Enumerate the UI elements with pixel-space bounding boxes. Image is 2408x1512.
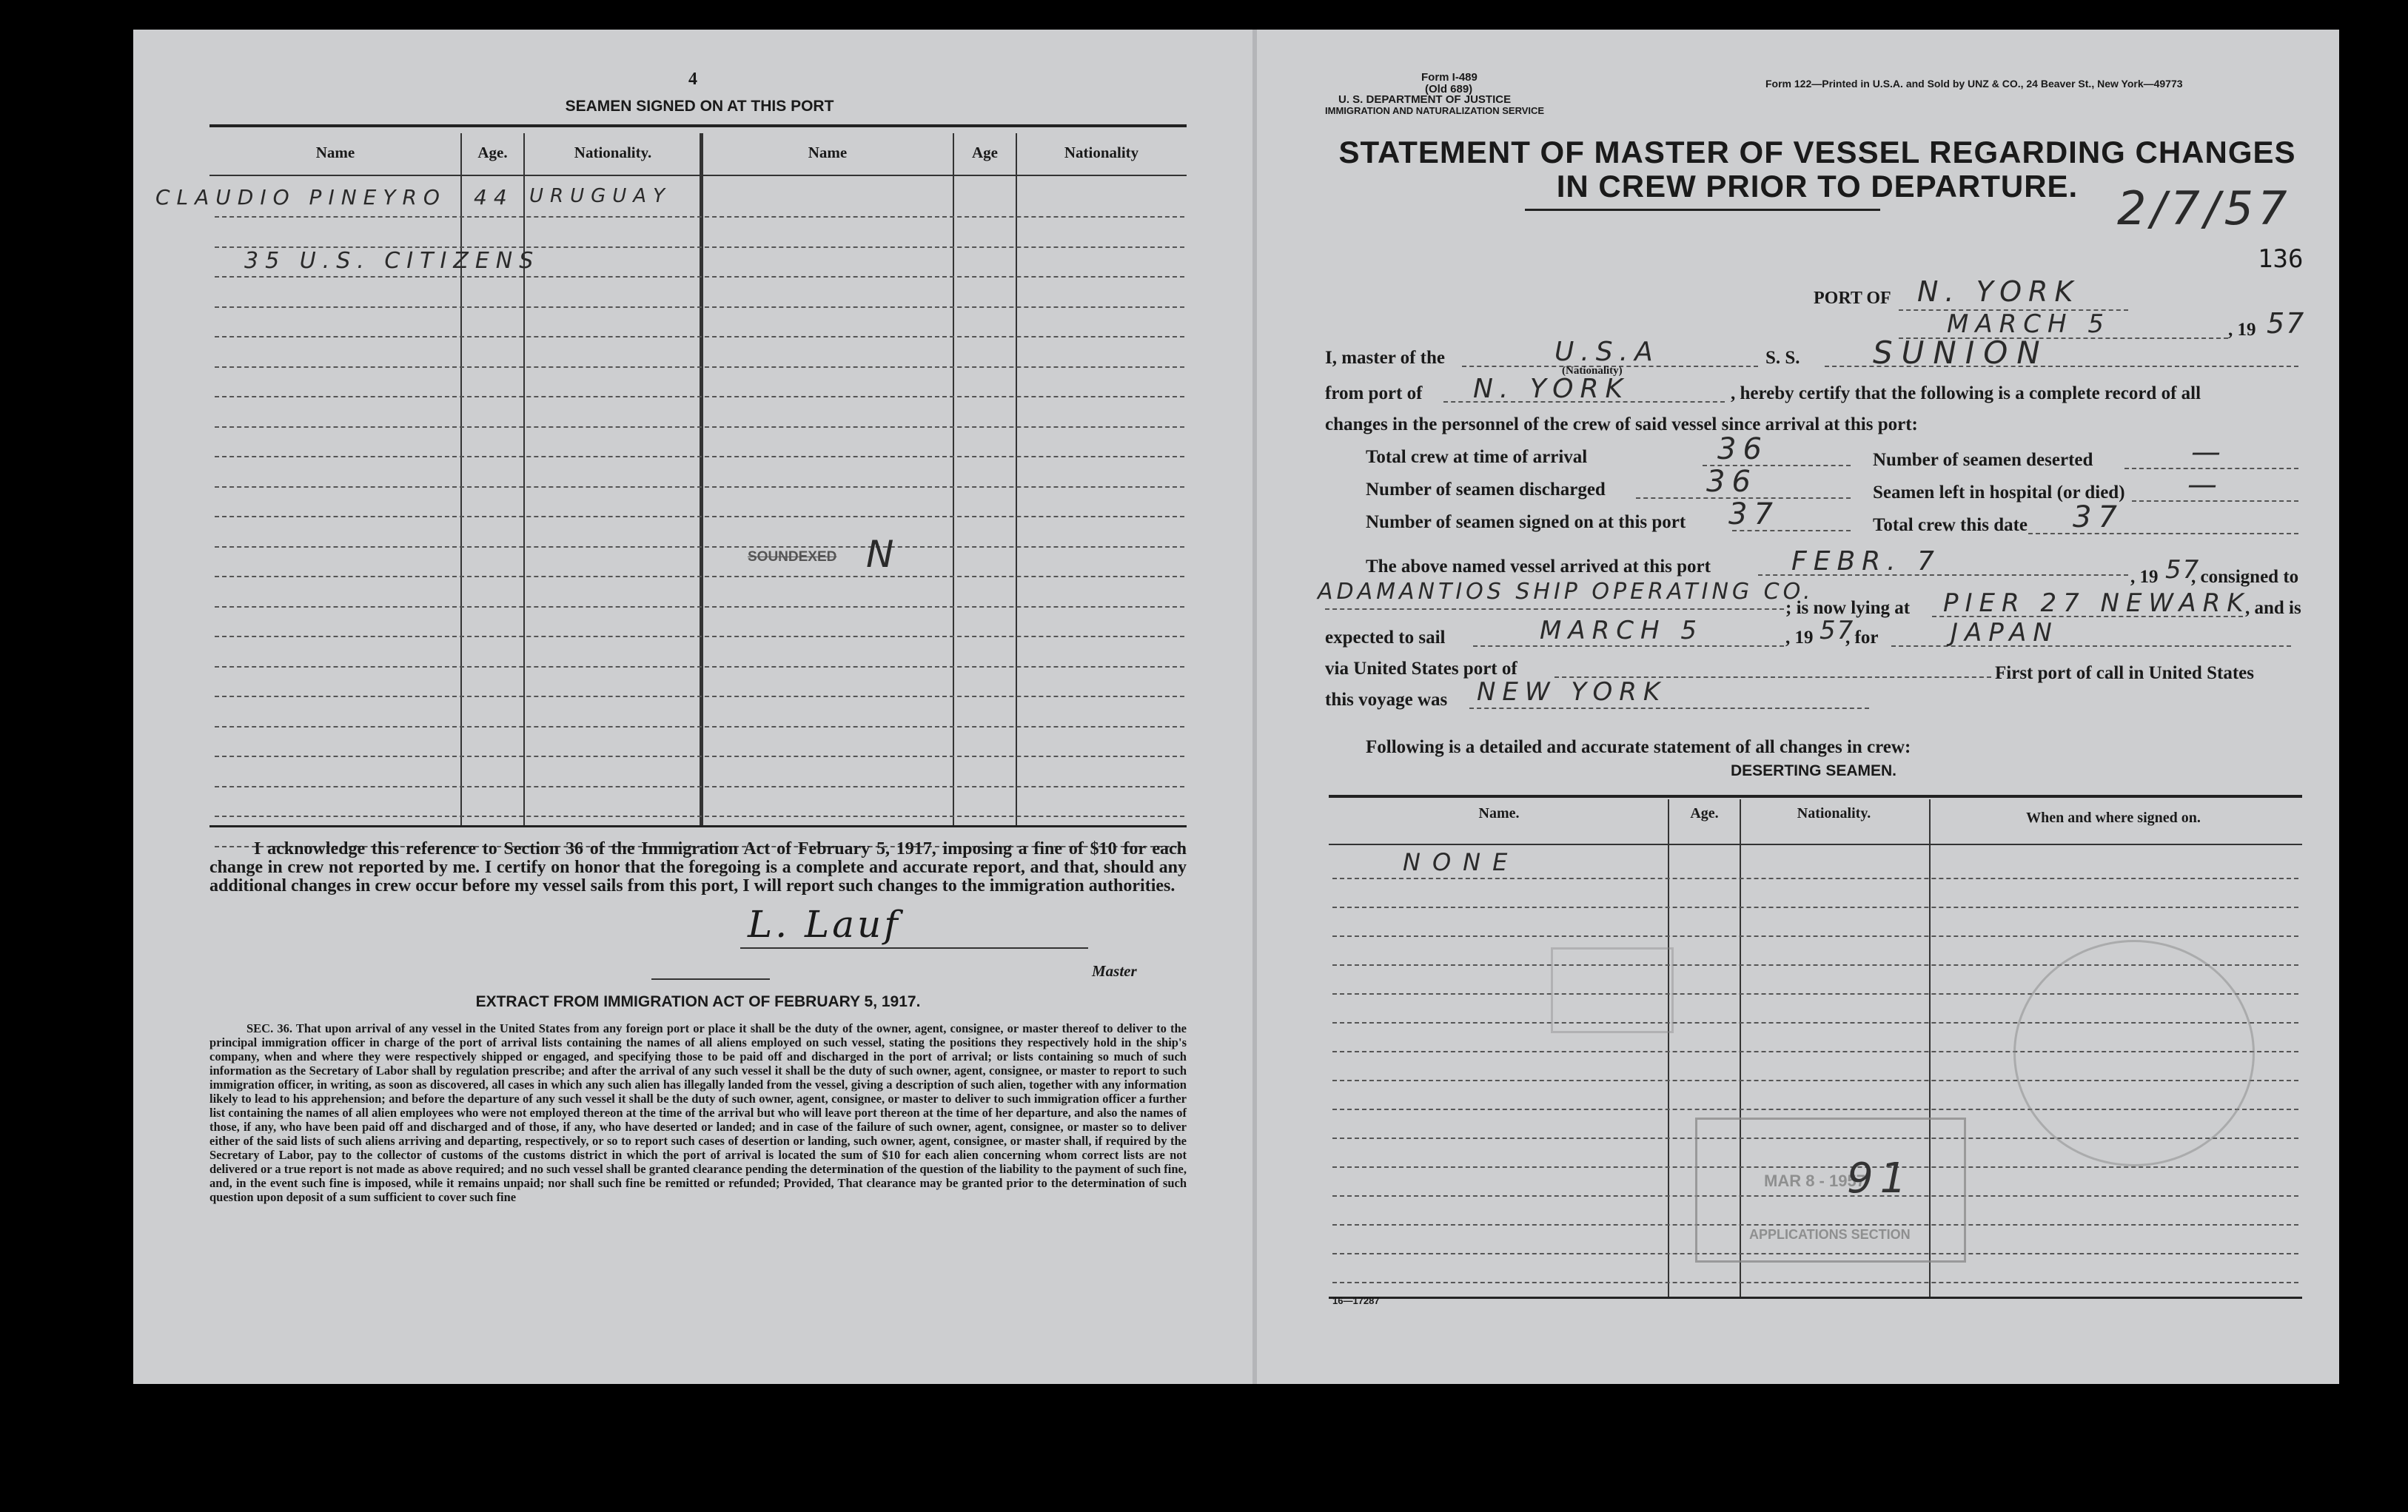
from-port-value: N. YORK xyxy=(1473,374,1630,404)
port-label: PORT OF xyxy=(1814,289,1891,308)
voyage-field xyxy=(1469,708,1869,709)
acknowledgement-text: I acknowledge this reference to Section 36 of the Immigration Act of February 5, 1917, imposing a fine of $10 for each change in crew not reported by me. I certify on honor that the foregoing is a complete and accurate report, and that, should any additional changes in crew occur before my vessel sails from this port, I will report such changes to the immigration authorities. xyxy=(209,839,1187,896)
table-row xyxy=(215,216,1184,218)
page-number: 4 xyxy=(688,70,697,89)
deserting-table-top xyxy=(1329,795,2302,798)
stamp-mark: 91 xyxy=(1847,1155,1914,1203)
stat-label: Total crew this date xyxy=(1873,515,2028,535)
table-row xyxy=(215,546,1184,548)
table-row xyxy=(215,576,1184,577)
arrived-year-prefix: , 19 xyxy=(2130,567,2159,587)
table-row xyxy=(215,366,1184,368)
table-row xyxy=(215,396,1184,397)
ss-label: S. S. xyxy=(1765,348,1800,368)
signature-line xyxy=(740,947,1088,949)
form-title-line1: STATEMENT OF MASTER OF VESSEL REGARDING CHANGES xyxy=(1338,135,2296,169)
table-row xyxy=(215,816,1184,817)
certify-text: , hereby certify that the following is a complete record of all xyxy=(1731,383,2201,403)
footer-code: 16—17287 xyxy=(1332,1295,1380,1306)
page-fold xyxy=(1252,30,1257,1384)
table-row xyxy=(215,696,1184,697)
table-row xyxy=(215,786,1184,787)
nationality-value: U.S.A xyxy=(1555,337,1660,367)
col-divider-center xyxy=(700,133,703,825)
col-age-2: Age xyxy=(972,144,998,161)
table-row xyxy=(215,456,1184,457)
table-row xyxy=(215,516,1184,517)
consigned-label: , consigned to xyxy=(2191,567,2299,587)
soundexed-stamp: SOUNDEXED xyxy=(748,549,837,565)
arrived-value: FEBR. 7 xyxy=(1791,546,1941,577)
lying-value: PIER 27 NEWARK xyxy=(1943,588,2250,618)
col-age-1: Age. xyxy=(477,144,508,161)
for-label: , for xyxy=(1845,628,1879,648)
from-port-label: from port of xyxy=(1325,383,1423,403)
consignee-value: ADAMANTIOS SHIP OPERATING CO. xyxy=(1318,579,1814,605)
following-text: Following is a detailed and accurate statement of all changes in crew: xyxy=(1366,737,1911,757)
consignee-field xyxy=(1325,608,1784,610)
form-number: Form I-489 xyxy=(1421,71,1478,84)
deserting-header-rule xyxy=(1329,844,2302,845)
table-row xyxy=(215,486,1184,488)
vessel-name: SUNION xyxy=(1873,335,2049,371)
col-nationality: Nationality. xyxy=(1797,805,1871,821)
stat-value: 37 xyxy=(1728,497,1780,531)
table-row xyxy=(215,636,1184,637)
header-rule xyxy=(209,175,1187,176)
lying-label: ; is now lying at xyxy=(1785,598,1911,618)
department: U. S. DEPARTMENT OF JUSTICE xyxy=(1338,93,1512,106)
table-row xyxy=(1332,878,2298,879)
table-row-name: 35 U.S. CITIZENS xyxy=(244,248,540,274)
handwritten-date: 2/7/57 xyxy=(2117,181,2292,235)
printer-note: Form 122—Printed in U.S.A. and Sold by UNZ & CO., 24 Beaver St., New York—49773 xyxy=(1765,78,2183,90)
sail-value: MARCH 5 xyxy=(1540,616,1703,645)
divider xyxy=(651,978,770,980)
table-row xyxy=(1332,907,2298,908)
stat-value: — xyxy=(2191,435,2227,469)
table-row xyxy=(215,426,1184,428)
master-of-label: I, master of the xyxy=(1325,348,1445,368)
sail-field xyxy=(1473,645,1784,647)
first-port-label: First port of call in United States xyxy=(1995,663,2254,683)
changes-text: changes in the personnel of the crew of said vessel since arrival at this port: xyxy=(1325,414,1918,434)
col-nationality-2: Nationality xyxy=(1064,144,1139,161)
form-title-line2: IN CREW PRIOR TO DEPARTURE. xyxy=(1556,169,2079,204)
stat-value: 36 xyxy=(1717,432,1768,466)
stat-value: 37 xyxy=(2073,500,2124,534)
deserting-table-bottom xyxy=(1329,1297,2302,1299)
stat-label: Number of seamen deserted xyxy=(1873,450,2093,470)
and-is-label: , and is xyxy=(2245,598,2301,618)
page-stamp: 136 xyxy=(2258,244,2304,274)
table-row xyxy=(215,276,1184,278)
col-name-2: Name xyxy=(808,144,848,161)
extract-text: SEC. 36. That upon arrival of any vessel in the United States from any foreign port or place it shall be the duty of the owner, agent, consignee, or master thereof to deliver to the principal immigration officer in charge of the port of arrival lists containing the names of all aliens employed on such vessel, stating the positions they respectively hold in the ship's company, when and where they were respectively shipped or engaged, and specifying those to be paid off and discharged in the port of arrival; or lists containing so much of such information as the Secretary of Labor shall by regulation prescribe; and after the arrival of any such vessel it shall be the duty of such owner, agent, consignee, or master to report to such immigration officer, in writing, as soon as discovered, all cases in which any such alien has illegally landed from the vessel, giving a description of such alien, together with any information likely to lead to his apprehension; and before the departure of any such vessel it shall be the duty of such owner, agent, consignee, or master to deliver to such immigration officer a further list containing the names of all alien employees who were not employed thereon at the time of the arrival but who will leave port thereon at the time of her departure, and also the names of those, if any, who have been paid off and discharged and of those, if any, who have deserted or landed; and in case of the failure of such owner, agent, consignee, or master so to deliver either of the said lists of such aliens arriving and departing, respectively, or so to report such cases of desertion or landing, such owner, agent, consignee, or master shall, if required by the Secretary of Labor, pay to the collector of customs of the customs district in which the port of arrival is located the sum of $10 for each alien concerning whom correct lists are not delivered or a true report is not made as above required; and no such vessel shall be granted clearance pending the determination of the question of the liability to the payment of such fine, and, in the event such fine is imposed, while it remains unpaid; nor shall such fine be remitted or refunded; Provided, That clearance may be granted prior to the determination of such question upon deposit of a sum sufficient to cover such fine xyxy=(209,1021,1187,1204)
table-row xyxy=(215,306,1184,308)
deserting-title: DESERTING SEAMEN. xyxy=(1730,762,1897,779)
year-suffix: 57 xyxy=(2267,307,2306,340)
sail-year-prefix: , 19 xyxy=(1785,628,1814,648)
deserting-row-name: NONE xyxy=(1403,848,1520,876)
table-row xyxy=(215,606,1184,608)
table-top-rule xyxy=(209,124,1187,127)
col-divider xyxy=(953,133,954,825)
circular-stamp xyxy=(2013,940,2255,1166)
col-divider xyxy=(523,133,525,825)
port-value: N. YORK xyxy=(1917,275,2080,308)
stat-label: Number of seamen signed on at this port xyxy=(1366,512,1686,532)
title-underline xyxy=(1525,209,1880,211)
table-bottom-rule xyxy=(209,825,1187,827)
col-name: Name. xyxy=(1478,805,1520,821)
table-row xyxy=(1332,935,2298,937)
col-signed-on: When and where signed on. xyxy=(2026,810,2201,826)
sail-year: 57 xyxy=(1820,616,1855,645)
stamp-date: MAR 8 - 1957 xyxy=(1764,1172,1865,1190)
stat-value: — xyxy=(2187,468,2224,502)
col-age: Age. xyxy=(1690,805,1719,821)
table-row xyxy=(1332,1282,2298,1283)
table-row-nationality: URUGUAY xyxy=(529,185,671,207)
stat-label: Total crew at time of arrival xyxy=(1366,447,1588,467)
col-divider xyxy=(1016,133,1017,825)
received-stamp xyxy=(1695,1118,1966,1263)
service: IMMIGRATION AND NATURALIZATION SERVICE xyxy=(1325,105,1545,116)
via-label: via United States port of xyxy=(1325,659,1517,679)
master-signature: L. Lauf xyxy=(748,903,901,946)
col-name-1: Name xyxy=(315,144,355,161)
soundexed-mark: N xyxy=(866,533,901,576)
table-row-age: 44 xyxy=(474,185,514,209)
year-prefix: , 19 xyxy=(2228,320,2256,340)
nationality-caption: (Nationality) xyxy=(1562,365,1623,377)
stat-label: Seamen left in hospital (or died) xyxy=(1873,483,2125,503)
voyage-label: this voyage was xyxy=(1325,690,1448,710)
table-row xyxy=(215,726,1184,728)
arrived-text: The above named vessel arrived at this port xyxy=(1366,557,1711,577)
master-label: Master xyxy=(1092,962,1137,980)
arrived-year: 57 xyxy=(2165,555,2201,585)
for-value: JAPAN xyxy=(1951,618,2059,648)
col-nationality-1: Nationality. xyxy=(574,144,652,161)
faint-stamp xyxy=(1551,947,1674,1033)
voyage-value: NEW YORK xyxy=(1477,677,1667,707)
sail-label: expected to sail xyxy=(1325,628,1446,648)
extract-title: EXTRACT FROM IMMIGRATION ACT OF FEBRUARY 5, 1917. xyxy=(475,993,921,1010)
left-page-title: SEAMEN SIGNED ON AT THIS PORT xyxy=(565,98,834,115)
table-row xyxy=(215,666,1184,668)
table-row-name: CLAUDIO PINEYRO xyxy=(155,185,446,209)
col-divider xyxy=(460,133,462,825)
form-old: (Old 689) xyxy=(1425,83,1473,95)
stat-label: Number of seamen discharged xyxy=(1366,480,1606,500)
table-row xyxy=(215,756,1184,757)
stat-field xyxy=(2028,533,2298,534)
table-row xyxy=(215,336,1184,337)
stat-value: 36 xyxy=(1706,465,1757,499)
stamp-section: APPLICATIONS SECTION xyxy=(1749,1227,1911,1242)
date-value: MARCH 5 xyxy=(1947,309,2110,339)
